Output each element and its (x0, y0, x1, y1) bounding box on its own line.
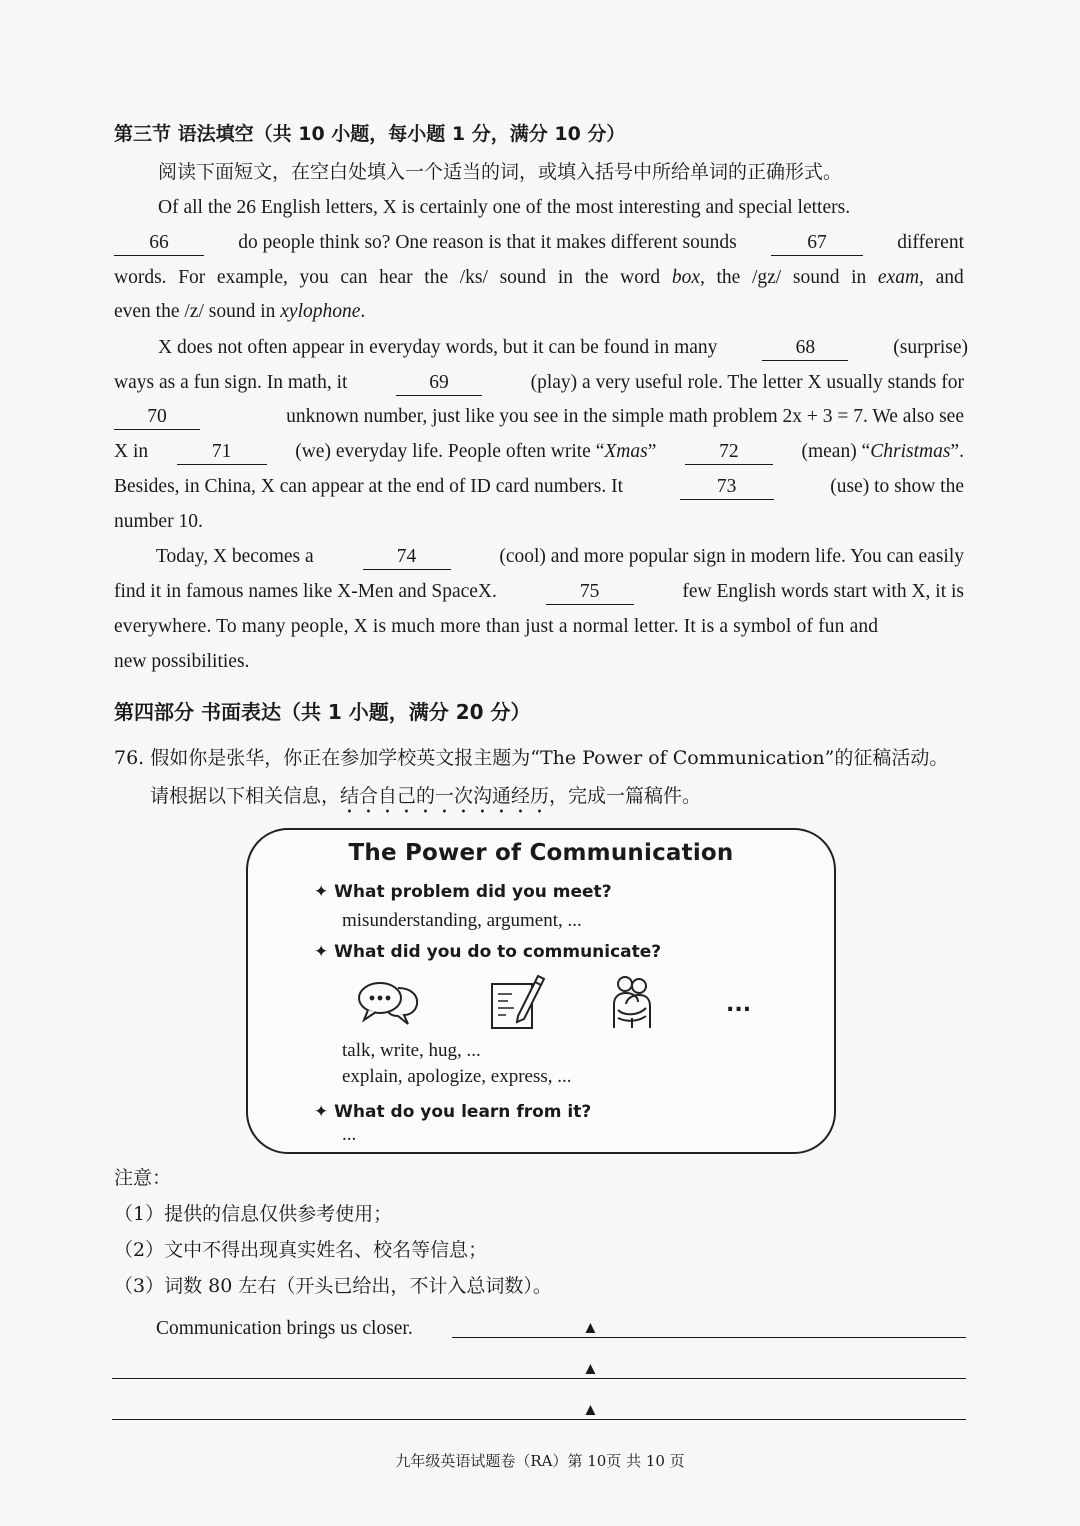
box-answer-2-line1: talk, write, hug, ... (342, 1040, 481, 1061)
word: word (620, 267, 661, 288)
triangle-marker-icon: ▲ (582, 1400, 599, 1419)
p2-line1-text: X does not often appear in everyday words, but it can be found in many (158, 337, 718, 358)
word: sound (792, 267, 840, 288)
word: example, (216, 267, 288, 288)
prompt-box (246, 828, 836, 1154)
box-title: The Power of Communication (348, 840, 734, 866)
p2-line5 (114, 473, 964, 501)
q76-line2 (150, 782, 1000, 818)
p3-line1-end: (cool) and more popular sign in modern life. You can easily (499, 546, 964, 567)
p3-line3: everywhere. To many people, X is much more than just a normal letter. It is a symbol of fun and (114, 616, 879, 637)
word: in (557, 267, 573, 288)
p3-line2 (114, 578, 964, 606)
note-2: （2）文中不得出现真实姓名、校名等信息； (114, 1239, 488, 1261)
writing-line-2[interactable] (112, 1378, 966, 1379)
q76-line2-end: ，完成一篇稿件。 (549, 785, 702, 807)
blank-71[interactable]: 71 (177, 440, 267, 465)
section3-instruction: 阅读下面短文，在空白处填入一个适当的词，或填入括号中所给单词的正确形式。 (158, 161, 843, 183)
blank-66[interactable]: 66 (114, 231, 204, 256)
note-3: （3）词数 80 左右（开头已给出，不计入总词数）。 (114, 1275, 552, 1297)
hint-mean: (mean) “ (801, 441, 871, 462)
p2-line2-text: ways as a fun sign. In math, it (114, 372, 348, 393)
blank-68[interactable]: 68 (762, 336, 848, 361)
box-question-1: ✦ What problem did you meet? (314, 882, 612, 902)
blank-73[interactable]: 73 (680, 475, 774, 500)
word: sound (499, 267, 547, 288)
word-christmas-italic: Christmas (870, 441, 951, 462)
p1-line4-text: even the /z/ sound in (114, 301, 281, 322)
p2-line4-start: X in (114, 441, 149, 462)
writing-line-1[interactable] (452, 1337, 966, 1338)
blank-75[interactable]: 75 (546, 580, 634, 605)
page-footer: 九年级英语试题卷（RA）第 10页 共 10 页 (395, 1452, 685, 1470)
word: can (340, 267, 368, 288)
p2-line3 (114, 403, 964, 431)
writing-start: Communication brings us closer. (156, 1318, 413, 1339)
blank-67[interactable]: 67 (771, 231, 863, 256)
writing-letter-icon (488, 970, 548, 1032)
p3-line1 (156, 543, 964, 571)
p2-line5-end: (use) to show the (830, 476, 964, 497)
part4-heading: 第四部分 书面表达（共 1 小题，满分 20 分） (114, 700, 531, 724)
word: the (584, 267, 609, 288)
p1-line2-end: different (897, 232, 964, 253)
p2-line2 (114, 369, 964, 397)
p3-line2-start: find it in famous names like X-Men and SpaceX. (114, 581, 497, 602)
q76-line2-start: 请根据以下相关信息， (150, 785, 341, 807)
p2-line1 (158, 334, 968, 362)
word: words. (114, 267, 167, 288)
p3-line1-start: Today, X becomes a (156, 546, 314, 567)
blank-70[interactable]: 70 (114, 405, 200, 430)
p2-line2-end: (play) a very useful role. The letter X usually stands for (530, 372, 964, 393)
hug-icon (608, 974, 656, 1032)
word-exam-italic: exam, (877, 267, 924, 288)
blank-69[interactable]: 69 (396, 371, 482, 396)
word: and (935, 267, 964, 288)
box-question-3: ✦ What do you learn from it? (314, 1102, 592, 1122)
p3-line4: new possibilities. (114, 651, 250, 672)
p2-line3-text: unknown number, just like you see in the simple math problem 2x + 3 = 7. We also see (286, 406, 964, 427)
word: For (178, 267, 206, 288)
notes-title: 注意： (114, 1167, 172, 1189)
chat-bubbles-icon (356, 978, 420, 1030)
word: the (716, 267, 741, 288)
word-xmas-italic: Xmas (604, 441, 648, 462)
box-question-2: ✦ What did you do to communicate? (314, 942, 662, 962)
word: /gz/ (751, 267, 782, 288)
section3-heading: 第三节 语法填空（共 10 小题，每小题 1 分，满分 10 分） (114, 123, 626, 145)
close-quote: ”. (950, 441, 964, 462)
q76-emphasis: 结合自己的一次沟通经历 (340, 785, 550, 807)
word-xylophone-italic: xylophone (280, 301, 361, 322)
p1-line1: Of all the 26 English letters, X is certainly one of the most interesting and special letters. (158, 197, 851, 218)
p3-line2-end: few English words start with X, it is (682, 581, 964, 602)
writing-line-3[interactable] (112, 1419, 966, 1420)
word-box-italic: box, (671, 267, 705, 288)
p1-line4 (114, 298, 964, 326)
blank-72[interactable]: 72 (685, 440, 773, 465)
p1-line2-text: do people think so? One reason is that it makes different sounds (238, 232, 737, 253)
p1-line2 (114, 229, 964, 257)
close-quote: ” (647, 441, 657, 462)
p1-line3 (114, 264, 964, 292)
q76-line1: 76. 假如你是张华，你正在参加学校英文报主题为“The Power of Communication”的征稿活动。 (114, 747, 949, 769)
more-ellipsis: ... (726, 992, 752, 1017)
period: . (360, 301, 366, 322)
p2-line4-end (801, 438, 963, 466)
p2-line4-mid (295, 438, 656, 466)
note-1: （1）提供的信息仅供参考使用； (114, 1203, 393, 1225)
box-answer-2-line2: explain, apologize, express, ... (342, 1066, 572, 1087)
word: you (299, 267, 329, 288)
triangle-marker-icon: ▲ (582, 1318, 599, 1337)
box-answer-3: ... (342, 1124, 357, 1145)
p2-line5-text: Besides, in China, X can appear at the end of ID card numbers. It (114, 476, 623, 497)
blank-74[interactable]: 74 (363, 545, 451, 570)
word: in (851, 267, 867, 288)
word: /ks/ (459, 267, 488, 288)
p2-line6: number 10. (114, 511, 203, 532)
hint-surprise: (surprise) (893, 337, 968, 358)
p2-line4 (114, 438, 964, 466)
triangle-marker-icon: ▲ (582, 1359, 599, 1378)
box-answer-1: misunderstanding, argument, ... (342, 910, 582, 931)
word: hear (379, 267, 413, 288)
word: the (424, 267, 449, 288)
p2-line4-text: (we) everyday life. People often write “ (295, 441, 605, 462)
